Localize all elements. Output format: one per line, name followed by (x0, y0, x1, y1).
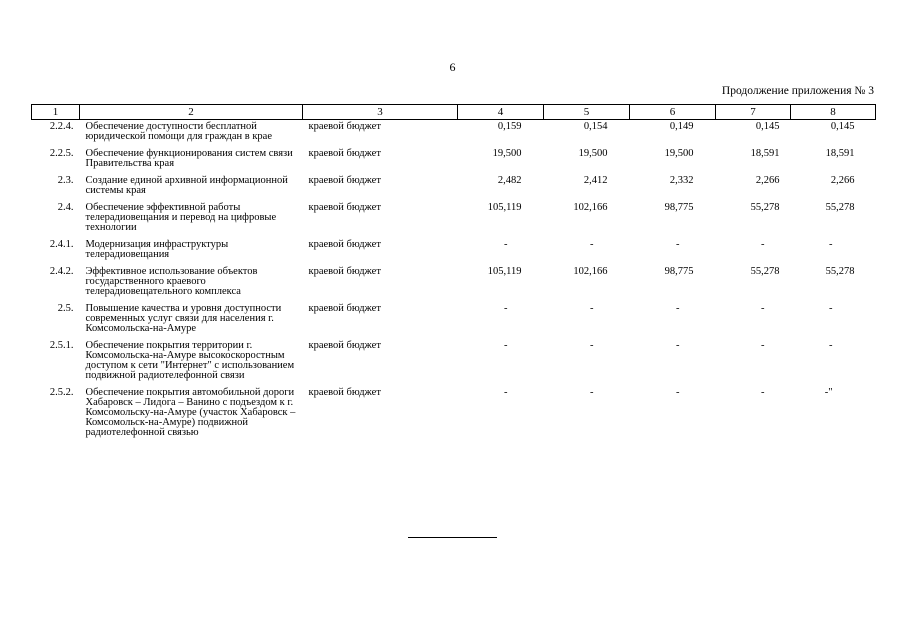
continuation-title: Продолжение приложения № 3 (721, 85, 874, 97)
row-value-col7: 0,145 (755, 121, 780, 132)
row-funding-source: краевой бюджет (308, 202, 381, 213)
row-funding-source: краевой бюджет (308, 266, 381, 277)
page-number: 6 (449, 60, 456, 74)
row-code: 2.5.1. (49, 340, 74, 351)
budget-table (31, 104, 876, 443)
row-code: 2.4.2. (49, 266, 74, 277)
header-row (32, 105, 876, 120)
column-header: 8 (791, 105, 876, 120)
row-value-col6: 19,500 (664, 148, 694, 159)
table-row (32, 120, 876, 148)
row-value-col7: - (761, 239, 765, 250)
row-value-col5: 2,412 (583, 175, 608, 186)
row-value-col5: - (590, 340, 594, 351)
row-name: Обеспечение эффективной работы телерадиовещания и перевод на цифровые технологии (85, 202, 277, 233)
row-code: 2.2.5. (49, 148, 74, 159)
row-value-col7: - (761, 340, 765, 351)
column-header: 4 (458, 105, 544, 120)
row-code: 2.5. (57, 303, 74, 314)
row-funding-source: краевой бюджет (308, 175, 381, 186)
row-value-col8: - (829, 303, 833, 314)
row-value-col8: 55,278 (825, 266, 855, 277)
row-funding-source: краевой бюджет (308, 148, 381, 159)
row-value-col8: 55,278 (825, 202, 855, 213)
row-funding-source: краевой бюджет (308, 340, 381, 351)
row-name: Обеспечение функционирования систем связи Правительства края (85, 148, 293, 169)
row-code: 2.2.4. (49, 121, 74, 132)
row-funding-source: краевой бюджет (308, 303, 381, 314)
footer-rule (408, 537, 497, 538)
row-value-col7: 18,591 (750, 148, 780, 159)
column-header: 3 (303, 105, 458, 120)
row-value-col4: 105,119 (487, 266, 522, 277)
row-value-col6: 2,332 (669, 175, 694, 186)
table-row (32, 302, 876, 339)
row-name: Создание единой архивной информационной системы края (85, 175, 288, 196)
row-name: Обеспечение покрытия автомобильной дороги Хабаровск – Лидога – Ванино с подъездом к г. Комсомольску-на-Амуре (участок Хабаровск – Комсомольск-на-Амуре) подвижной радиотелефонной связью (85, 387, 296, 438)
row-value-col4: 105,119 (487, 202, 522, 213)
row-value-col5: 0,154 (583, 121, 608, 132)
row-name: Повышение качества и уровня доступности современных услуг связи для населения г. Комсомольска-на-Амуре (85, 303, 282, 334)
row-name: Обеспечение покрытия территории г. Комсомольска-на-Амуре высокоскоростным доступом к сети "Интернет" с использованием подвижной радиотелефонной связи (85, 340, 295, 381)
row-value-col7: - (761, 303, 765, 314)
row-value-col8: 2,266 (830, 175, 855, 186)
row-value-col4: 2,482 (497, 175, 522, 186)
column-header: 6 (630, 105, 716, 120)
row-value-col8: -" (824, 387, 833, 398)
row-value-col4: 19,500 (492, 148, 522, 159)
column-header: 1 (32, 105, 80, 120)
row-code: 2.5.2. (49, 387, 74, 398)
row-value-col5: 19,500 (578, 148, 608, 159)
row-value-col6: - (676, 303, 680, 314)
row-value-col7: - (761, 387, 765, 398)
row-value-col8: 0,145 (830, 121, 855, 132)
row-value-col6: - (676, 239, 680, 250)
table-row (32, 265, 876, 302)
row-value-col5: 102,166 (573, 266, 608, 277)
table-row (32, 238, 876, 265)
row-value-col6: 0,149 (669, 121, 694, 132)
row-name: Эффективное использование объектов государственного краевого телерадиовещательного комплекса (85, 266, 258, 297)
row-value-col8: - (829, 239, 833, 250)
row-code: 2.4. (57, 202, 74, 213)
table-row (32, 174, 876, 201)
row-name: Модернизация инфраструктуры телерадиовещания (85, 239, 229, 260)
row-value-col4: 0,159 (497, 121, 522, 132)
column-header: 7 (716, 105, 791, 120)
row-value-col4: - (504, 239, 508, 250)
table-row (32, 339, 876, 386)
row-value-col4: - (504, 303, 508, 314)
row-code: 2.4.1. (49, 239, 74, 250)
row-name: Обеспечение доступности бесплатной юридической помощи для граждан в крае (85, 121, 273, 142)
column-header: 2 (80, 105, 303, 120)
row-value-col5: - (590, 303, 594, 314)
table-row (32, 147, 876, 174)
row-code: 2.3. (57, 175, 74, 186)
row-value-col8: - (829, 340, 833, 351)
row-value-col6: 98,775 (664, 202, 694, 213)
table-row (32, 201, 876, 238)
row-value-col5: - (590, 239, 594, 250)
row-value-col6: - (676, 340, 680, 351)
row-value-col4: - (504, 387, 508, 398)
row-funding-source: краевой бюджет (308, 121, 381, 132)
row-value-col7: 55,278 (750, 266, 780, 277)
row-value-col5: 102,166 (573, 202, 608, 213)
row-value-col8: 18,591 (825, 148, 855, 159)
row-value-col6: - (676, 387, 680, 398)
row-funding-source: краевой бюджет (308, 387, 381, 398)
row-value-col7: 55,278 (750, 202, 780, 213)
row-value-col7: 2,266 (755, 175, 780, 186)
row-value-col6: 98,775 (664, 266, 694, 277)
row-value-col5: - (590, 387, 594, 398)
row-value-col4: - (504, 340, 508, 351)
column-header: 5 (544, 105, 630, 120)
table-row (32, 386, 876, 443)
row-funding-source: краевой бюджет (308, 239, 381, 250)
